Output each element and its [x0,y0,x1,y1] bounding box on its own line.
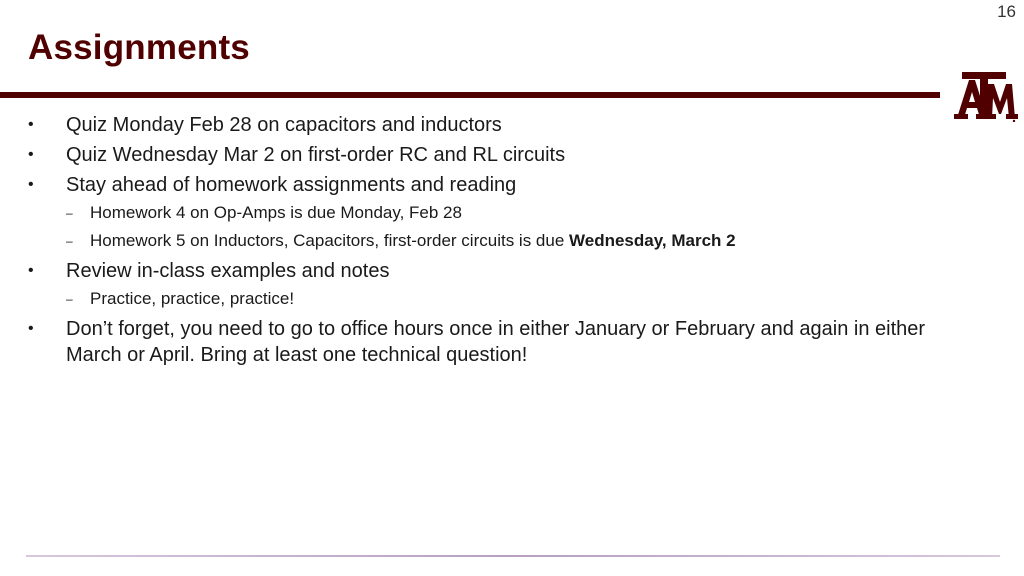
list-item-text: Stay ahead of homework assignments and reading [66,174,517,196]
sub-list-item-text: Homework 4 on Op-Amps is due Monday, Feb 28 [90,203,462,222]
bullet-marker: • [28,146,34,163]
bullet-marker: • [28,320,34,337]
dash-marker: – [66,206,73,220]
list-item-text: Quiz Wednesday Mar 2 on first-order RC and RL circuits [66,144,566,166]
title-divider [0,92,940,98]
footer-divider [26,555,1000,557]
bullet-list [28,112,968,372]
sub-list-item [28,288,968,310]
dash-marker: – [66,234,73,248]
sub-list-item-text [90,230,968,252]
list-item [28,172,968,198]
list-item [28,112,968,138]
list-item [28,258,968,284]
due-date-emphasis: Wednesday, March 2 [569,231,736,250]
dash-marker: – [66,292,73,306]
bullet-marker: • [28,116,34,133]
list-item-text: Don’t forget, you need to go to office hours once in either January or February and again in either March or April. Bring at least one technical question! [66,318,926,366]
sub-list-item-text: Practice, practice, practice! [90,289,295,308]
list-item [28,316,968,368]
bullet-marker: • [28,176,34,193]
sub-list-item-prefix: Homework 5 on Inductors, Capacitors, first-order circuits is due [90,231,570,250]
list-item [28,142,968,168]
page-number: 16 [997,2,1016,21]
list-item-text: Quiz Monday Feb 28 on capacitors and inductors [66,114,502,136]
list-item-text: Review in-class examples and notes [66,260,390,282]
sub-list-item [28,230,968,252]
bullet-marker: • [28,262,34,279]
slide-title: Assignments [28,28,250,67]
sub-list-item [28,202,968,224]
